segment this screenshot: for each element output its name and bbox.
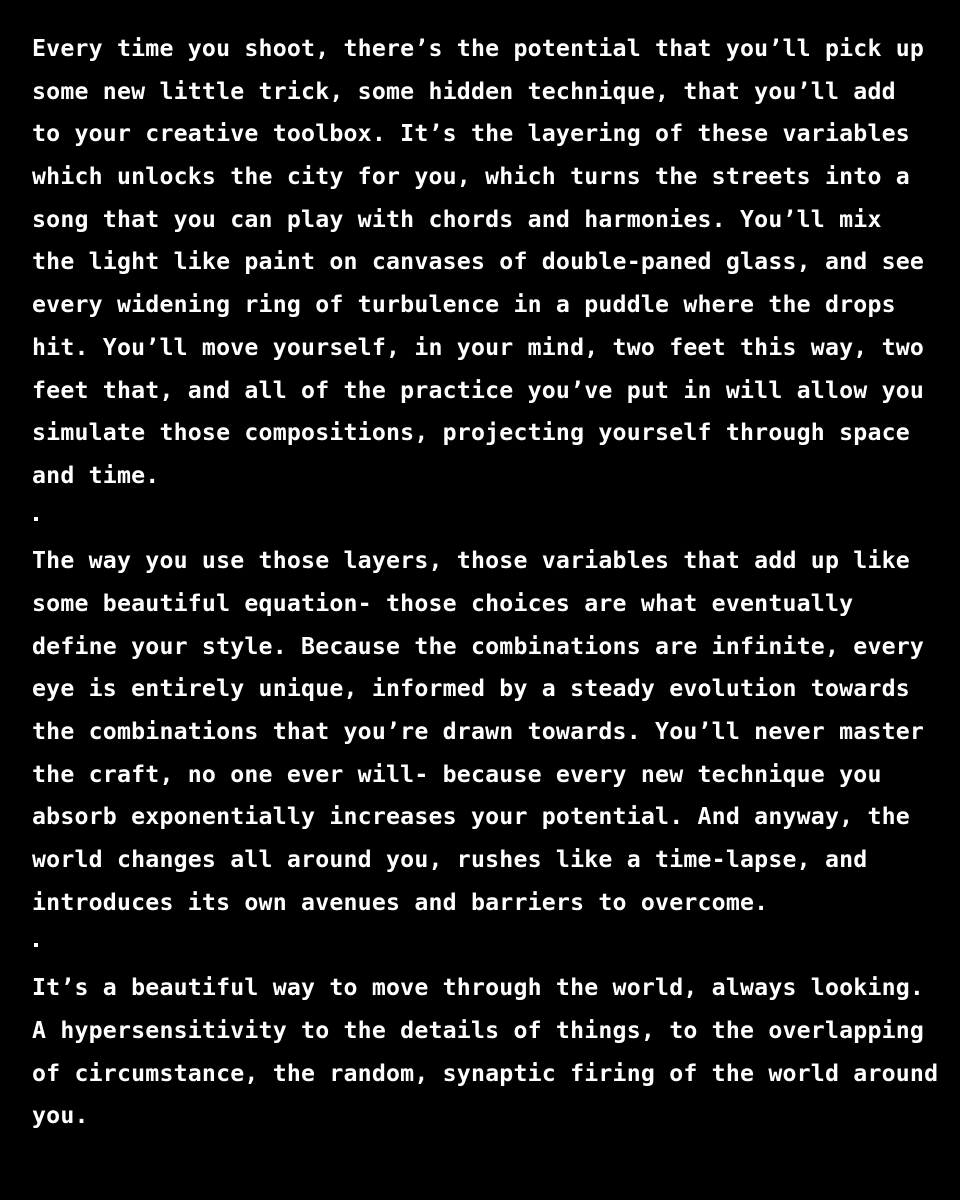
text-line: The way you use those layers, those variables that add up like bbox=[32, 547, 910, 575]
text-line: of circumstance, the random, synaptic firing of the world around bbox=[32, 1059, 939, 1087]
text-line: and time. bbox=[32, 461, 160, 489]
separator-dot-mark bbox=[34, 943, 38, 947]
text-line: eye is entirely unique, informed by a steady evolution towards bbox=[32, 675, 910, 703]
text-line: which unlocks the city for you, which turns the streets into a bbox=[32, 163, 910, 191]
text-line: simulate those compositions, projecting yourself through space bbox=[32, 419, 910, 447]
paragraph-2 bbox=[32, 540, 942, 924]
text-line: you. bbox=[32, 1102, 89, 1130]
text-line: the light like paint on canvases of double-paned glass, and see bbox=[32, 248, 925, 276]
text-line: define your style. Because the combinations are infinite, every bbox=[32, 632, 925, 660]
text-line: feet that, and all of the practice you’ve put in will allow you bbox=[32, 376, 925, 404]
text-line: introduces its own avenues and barriers to overcome. bbox=[32, 888, 769, 916]
text-line: the combinations that you’re drawn towards. You’ll never master bbox=[32, 718, 925, 745]
paragraph-separator-dot bbox=[32, 924, 942, 967]
text-line: hit. You’ll move yourself, in your mind, two feet this way, two bbox=[32, 333, 925, 361]
text-line: It’s a beautiful way to move through the world, always looking. bbox=[32, 974, 925, 1002]
text-line: to your creative toolbox. It’s the layering of these variables bbox=[32, 120, 910, 148]
paragraph-3 bbox=[32, 967, 942, 1138]
text-document bbox=[32, 28, 942, 1138]
text-line: Every time you shoot, there’s the potential that you’ll pick up bbox=[32, 35, 925, 62]
text-line: every widening ring of turbulence in a puddle where the drops bbox=[32, 291, 896, 319]
separator-dot-mark bbox=[34, 517, 38, 521]
text-line: some beautiful equation- those choices are what eventually bbox=[32, 589, 854, 617]
paragraph-separator-dot bbox=[32, 498, 942, 541]
text-line: song that you can play with chords and harmonies. You’ll mix bbox=[32, 205, 882, 233]
text-line: some new little trick, some hidden technique, that you’ll add bbox=[32, 77, 896, 105]
text-line: world changes all around you, rushes like a time-lapse, and bbox=[32, 846, 868, 874]
text-line: the craft, no one ever will- because every new technique you bbox=[32, 760, 882, 788]
paragraph-1 bbox=[32, 28, 942, 498]
text-line: absorb exponentially increases your potential. And anyway, the bbox=[32, 803, 910, 831]
text-line: A hypersensitivity to the details of things, to the overlapping bbox=[32, 1016, 925, 1044]
